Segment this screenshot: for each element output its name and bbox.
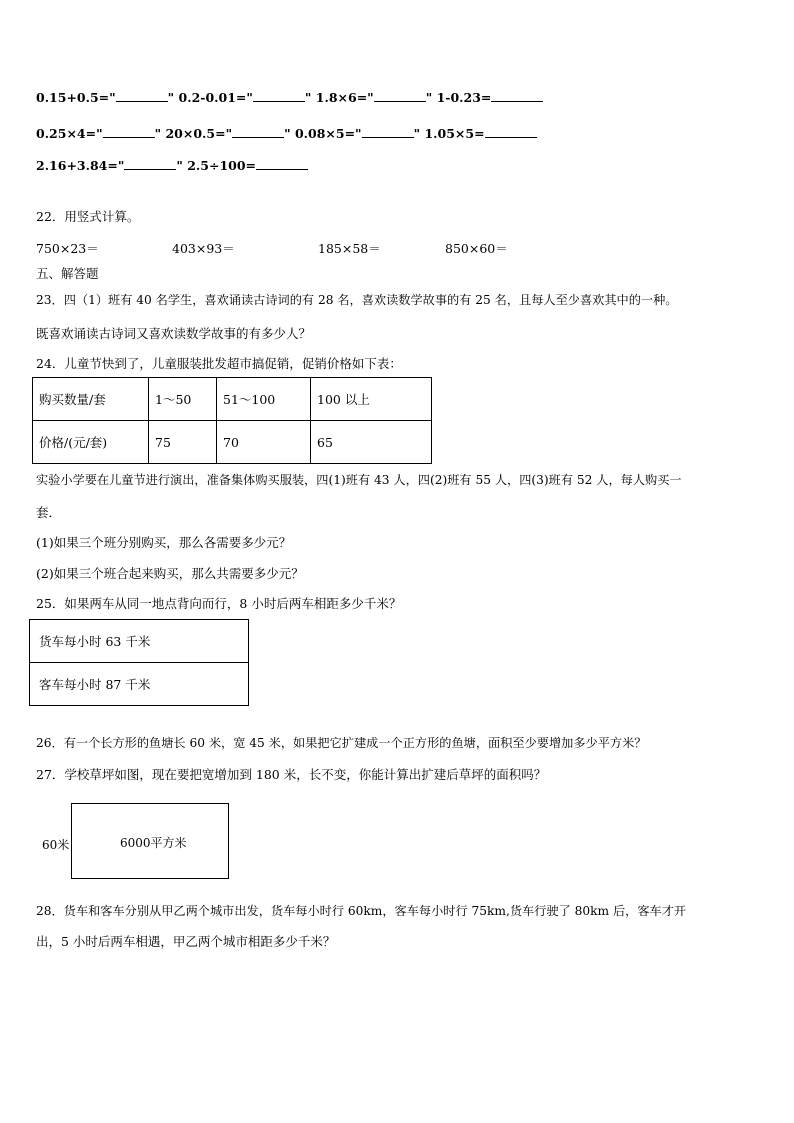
table-cell: 75 [149,421,217,464]
answer-blank[interactable] [232,126,284,138]
q24-subquestion: (2)如果三个班合起来购买，那么共需要多少元？ [36,566,304,581]
speed-table [29,619,249,706]
table-row [33,421,432,464]
q25-title: 25．如果两车从同一地点背向而行，8 小时后两车相距多少千米？ [36,596,402,611]
answer-blank[interactable] [124,158,176,170]
section-heading: 五、解答题 [36,266,99,281]
q27-title: 27．学校草坪如图，现在要把宽增加到 180 米，长不变，你能计算出扩建后草坪的面积吗？ [36,767,547,782]
answer-blank[interactable] [491,90,543,102]
oral-calc-expr: 1.05×5= [424,126,485,141]
answer-blank[interactable] [256,158,308,170]
table-cell: 价格/(元/套) [33,421,149,464]
lawn-width-label: 60米 [42,838,70,852]
oral-calc-expr: 0.08×5=" [294,126,362,141]
quote-mark: " [167,90,175,105]
oral-calc-row-3 [36,158,308,173]
quote-mark: " [176,158,183,173]
answer-blank[interactable] [103,126,155,138]
table-cell: 货车每小时 63 千米 [30,620,249,663]
q28-text: 出，5 小时后两车相遇，甲乙两个城市相距多少千米？ [36,934,336,949]
q28-text: 28．货车和客车分别从甲乙两个城市出发，货车每小时行 60km，客车每小时行 75km,货车行驶了 80km 后，客车才开 [36,904,687,918]
oral-calc-expr: 0.15+0.5=" [36,90,116,105]
lawn-area-label: 6000平方米 [120,836,187,850]
oral-calc-expr: 0.25×4=" [36,126,103,141]
q26-text: 26．有一个长方形的鱼塘长 60 米，宽 45 米，如果把它扩建成一个正方形的鱼塘，面积至少要增加多少平方米？ [36,736,647,750]
oral-calc-row-2 [36,126,537,141]
q23-text: 23．四（1）班有 40 名学生，喜欢诵读古诗词的有 28 名，喜欢读数学故事的有 25 名，且每人至少喜欢其中的一种。 [36,293,678,307]
oral-calc-expr: 2.16+3.84=" [36,158,125,173]
answer-blank[interactable] [362,126,414,138]
q23-text: 既喜欢诵读古诗词又喜欢读数学故事的有多少人？ [36,326,312,341]
oral-calc-expr: 2.5÷100= [187,158,257,173]
table-row [30,663,249,706]
quote-mark: " [154,126,162,141]
price-table [32,377,432,464]
answer-blank[interactable] [116,90,168,102]
oral-calc-expr: 20×0.5=" [165,126,233,141]
table-cell: 100 以上 [311,378,432,421]
quote-mark: " [304,90,312,105]
q24-text: 实验小学要在儿童节进行演出，准备集体购买服装，四(1)班有 43 人，四(2)班有 55 人，四(3)班有 52 人，每人购买一 [36,473,682,487]
q22-item: 850×60＝ [445,241,508,256]
q24-title: 24．儿童节快到了，儿童服装批发超市搞促销，促销价格如下表： [36,356,402,371]
q22-item: 403×93＝ [172,241,235,256]
oral-calc-expr: 0.2-0.01=" [178,90,253,105]
table-cell: 购买数量/套 [33,378,149,421]
answer-blank[interactable] [485,126,537,138]
oral-calc-expr: 1-0.23= [436,90,492,105]
oral-calc-expr: 1.8×6=" [315,90,374,105]
oral-calc-row-1 [36,90,543,105]
q22-item: 185×58＝ [318,241,381,256]
table-cell: 70 [217,421,311,464]
table-row [33,378,432,421]
answer-blank[interactable] [253,90,305,102]
q24-subquestion: (1)如果三个班分别购买，那么各需要多少元？ [36,535,292,550]
q22-title: 22．用竖式计算。 [36,209,140,224]
q22-item: 750×23＝ [36,241,99,256]
table-cell: 65 [311,421,432,464]
quote-mark: " [284,126,291,141]
q24-text: 套． [36,505,62,520]
table-cell: 51～100 [217,378,311,421]
table-row [30,620,249,663]
quote-mark: " [413,126,421,141]
table-cell: 客车每小时 87 千米 [30,663,249,706]
answer-blank[interactable] [374,90,426,102]
quote-mark: " [425,90,433,105]
table-cell: 1～50 [149,378,217,421]
